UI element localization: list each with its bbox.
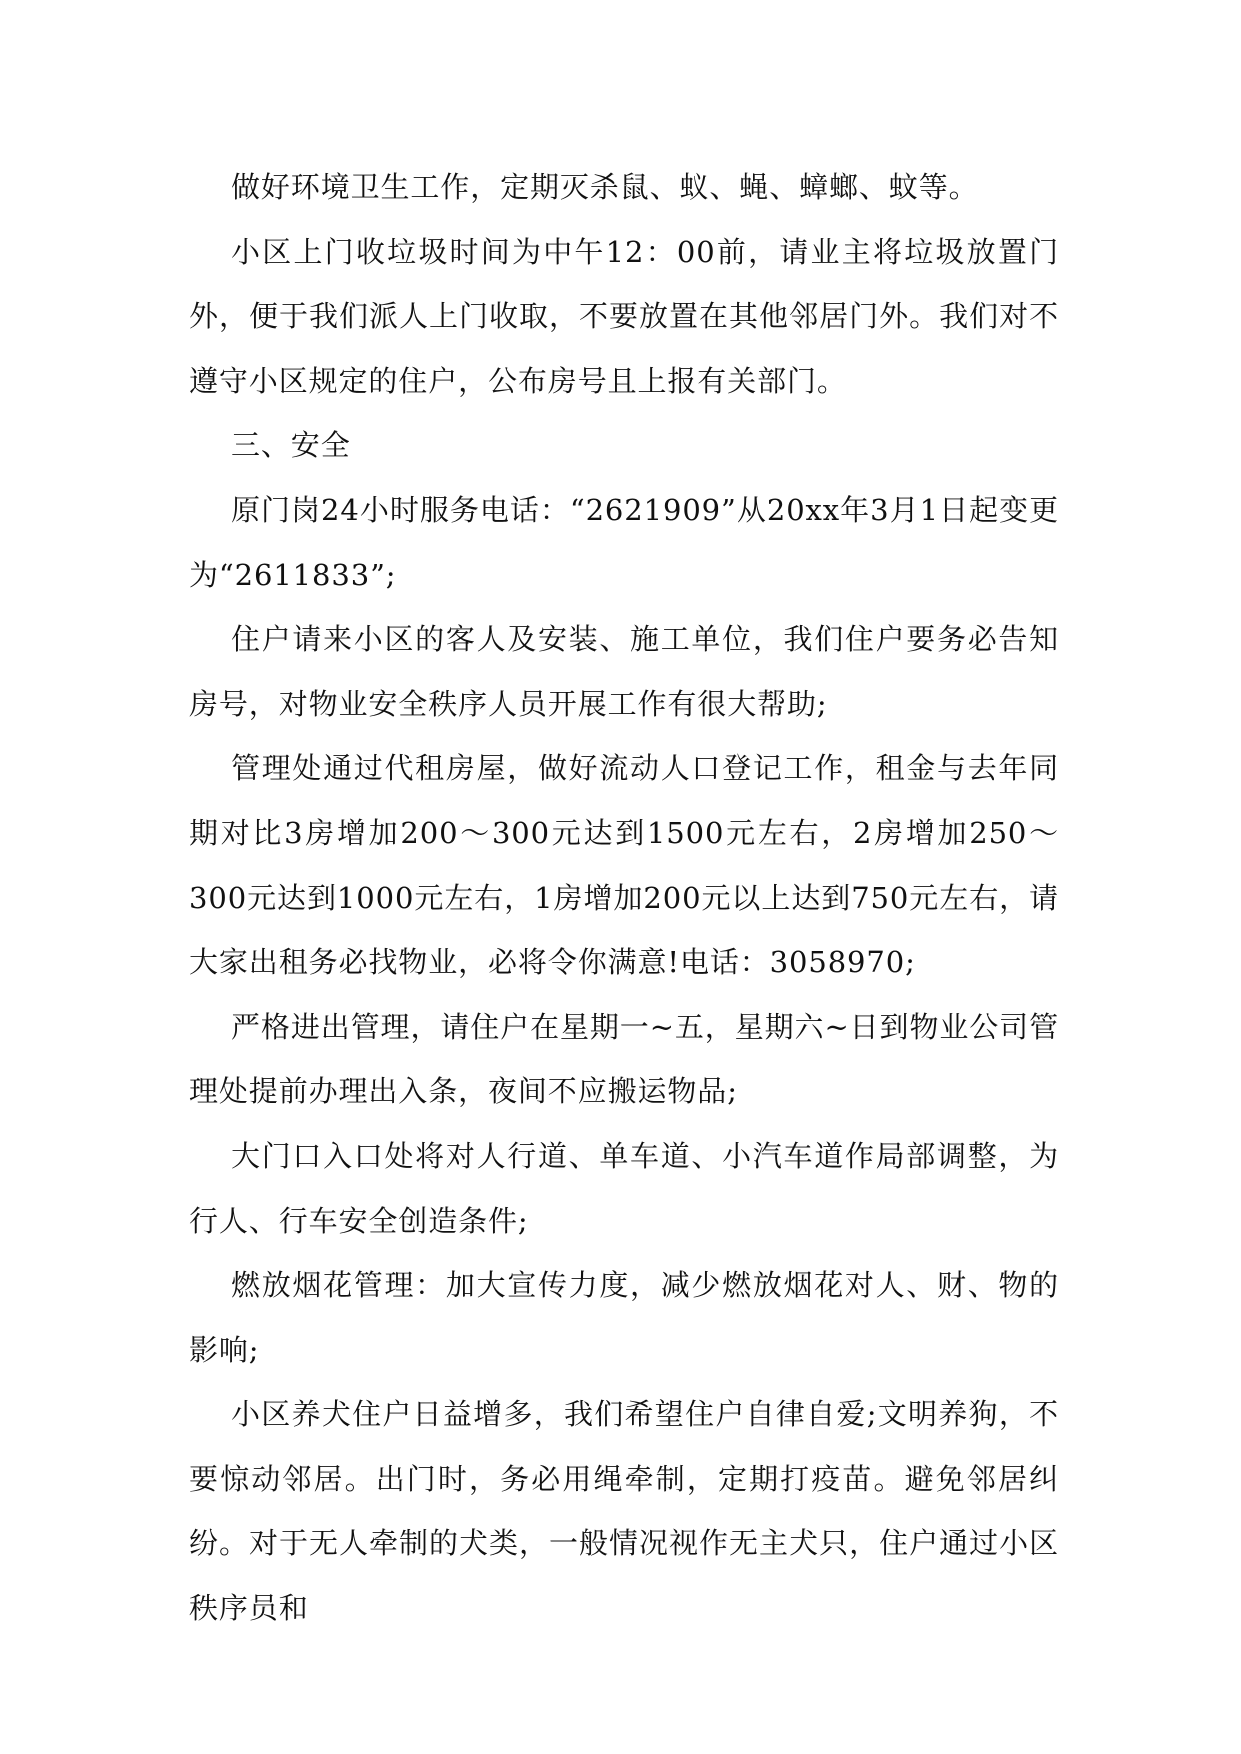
paragraph-fireworks: 燃放烟花管理：加大宣传力度，减少燃放烟花对人、财、物的影响; [189, 1268, 1059, 1367]
section-heading-safety: 三、安全 [231, 428, 351, 463]
paragraph-garbage-collection: 小区上门收垃圾时间为中午12：00前，请业主将垃圾放置门外，便于我们派人上门收取，不要放置在其他邻居门外。我们对不遵守小区规定的住户，公布房号且上报有关部门。 [189, 234, 1059, 398]
paragraph-visitors: 住户请来小区的客人及安装、施工单位，我们住户要务必告知房号，对物业安全秩序人员开展工作有很大帮助; [189, 622, 1059, 721]
document-body [189, 155, 1059, 1641]
paragraph-sanitation: 做好环境卫生工作，定期灭杀鼠、蚁、蝇、蟑螂、蚊等。 [231, 170, 979, 204]
paragraph-hotline-change: 原门岗24小时服务电话：“2621909”从20xx年3月1日起变更为“2611833”; [189, 492, 1059, 592]
paragraph-access-control: 严格进出管理，请住户在星期一~五，星期六~日到物业公司管理处提前办理出入条，夜间不应搬运物品; [189, 1009, 1059, 1109]
paragraph-dogs: 小区养犬住户日益增多，我们希望住户自律自爱;文明养狗，不要惊动邻居。出门时，务必用绳牵制，定期打疫苗。避免邻居纠纷。对于无人牵制的犬类，一般情况视作无主犬只，住户通过小区秩序员和 [189, 1397, 1059, 1626]
paragraph-rental: 管理处通过代租房屋，做好流动人口登记工作，租金与去年同期对比3房增加200～300元达到1500元左右，2房增加250～300元达到1000元左右，1房增加200元以上达到750元左右，请大家出租务必找物业，必将令你满意!电话：3058970; [189, 751, 1059, 980]
paragraph-gate-adjustment: 大门口入口处将对人行道、单车道、小汽车道作局部调整，为行人、行车安全创造条件; [189, 1138, 1059, 1238]
